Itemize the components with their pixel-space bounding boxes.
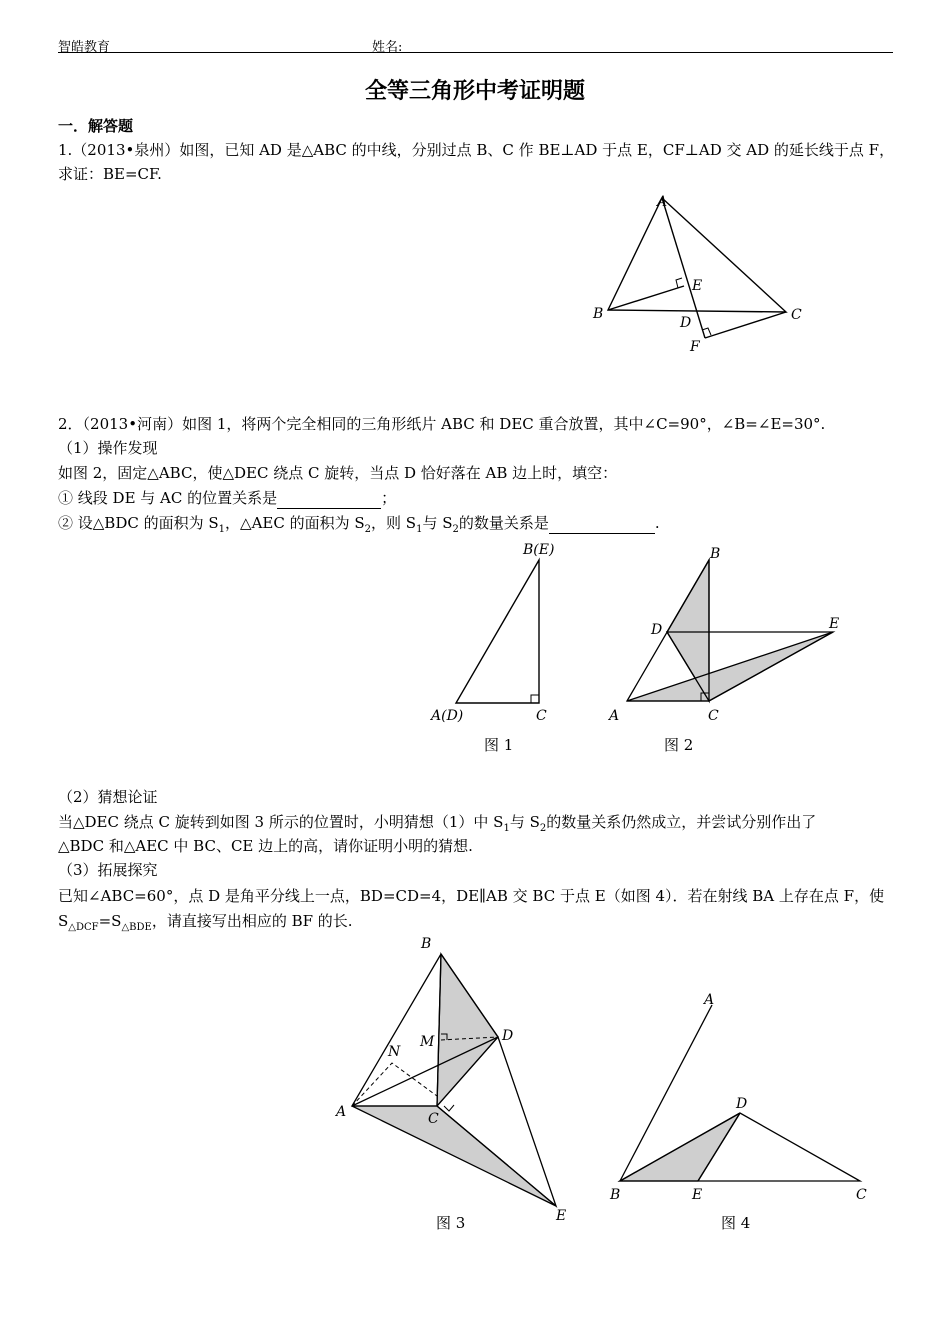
q2-part3-l2-b: =S xyxy=(98,912,122,930)
fig2-label-c: C xyxy=(708,708,719,724)
fig4-label-c: C xyxy=(856,1187,867,1203)
section-heading: 一．解答题 xyxy=(58,117,134,135)
figure-2-caption: 图 2 xyxy=(664,736,694,754)
sub-2: 2 xyxy=(364,524,372,535)
fig2-label-e: E xyxy=(829,616,840,632)
q1-label-e: E xyxy=(692,278,703,294)
fig1-triangle xyxy=(456,560,539,703)
q2-part2-l1-b: 与 S xyxy=(509,813,540,831)
figure-3-caption: 图 3 xyxy=(436,1214,466,1232)
answer-blank-2[interactable] xyxy=(549,513,655,534)
fig4-label-d: D xyxy=(736,1096,748,1112)
q2-item2-d: 与 S xyxy=(422,514,453,532)
fig1-label-b: B(E) xyxy=(523,542,555,558)
fig3-label-a: A xyxy=(336,1104,347,1120)
sub-bde: △BDE xyxy=(121,922,152,933)
q2-part2-title: （2）猜想论证 xyxy=(58,788,158,806)
school-name: 智皓教育 xyxy=(58,40,111,55)
fig3-label-e: E xyxy=(556,1208,567,1222)
q2-part2-line1 xyxy=(58,812,816,839)
q2-part3-line1: 已知∠ABC=60°，点 D 是角平分线上一点，BD=CD=4，DE∥AB 交 BC 于点 E（如图 4）．若在射线 BA 上存在点 F，使 xyxy=(58,887,885,905)
q2-item2-b: ，△AEC 的面积为 S xyxy=(225,514,365,532)
fig3-right-angle-c xyxy=(444,1105,454,1111)
fig4-label-b: B xyxy=(610,1187,621,1203)
sub-1: 1 xyxy=(218,524,226,535)
q2-part3-l2-a: S xyxy=(58,912,69,930)
q2-line1: 2．（2013•河南）如图 1，将两个完全相同的三角形纸片 ABC 和 DEC 重合放置，其中∠C=90°，∠B=∠E=30°. xyxy=(58,415,826,433)
q1-label-c: C xyxy=(791,307,802,323)
figure-1-caption: 图 1 xyxy=(484,736,514,754)
name-label: 姓名: xyxy=(372,40,403,55)
sub-2: 2 xyxy=(539,823,547,834)
q2-part2-l1-a: 当△DEC 绕点 C 旋转到如图 3 所示的位置时，小明猜想（1）中 S xyxy=(58,813,504,831)
q1-line-cf xyxy=(705,312,786,338)
fig3-label-d: D xyxy=(502,1028,514,1044)
fig1-right-angle xyxy=(531,695,539,703)
figure-1 xyxy=(428,538,568,728)
fig2-label-b: B xyxy=(710,546,721,562)
q1-label-b: B xyxy=(593,306,604,322)
q2-item1 xyxy=(58,488,396,509)
header-rule xyxy=(58,52,893,53)
fig4-label-a: A xyxy=(704,992,715,1008)
q1-line-be xyxy=(608,286,684,310)
fig1-label-c: C xyxy=(536,708,547,724)
q2-item2-e: 的数量关系是 xyxy=(458,514,549,532)
figure-3 xyxy=(330,930,580,1222)
fig3-label-b: B xyxy=(421,936,432,952)
fig2-label-d: D xyxy=(651,622,663,638)
fig2-shaded-aec xyxy=(627,632,833,701)
sub-1: 1 xyxy=(416,524,423,535)
q2-item2-c: ，则 S xyxy=(371,514,417,532)
fig3-label-m: M xyxy=(420,1034,435,1050)
q2-part1-text: 如图 2，固定△ABC，使△DEC 绕点 C 旋转，当点 D 恰好落在 AB 边上时，填空： xyxy=(58,464,618,482)
q1-label-a: A xyxy=(657,194,668,210)
q1-label-d: D xyxy=(680,315,692,331)
q2-part3-line2 xyxy=(58,911,353,938)
fig3-shaded-bdc xyxy=(437,954,498,1106)
page-title: 全等三角形中考证明题 xyxy=(364,79,585,104)
q2-item2-a: ② 设△BDC 的面积为 S xyxy=(58,514,219,532)
q1-figure xyxy=(580,188,810,363)
fig1-label-a: A(D) xyxy=(431,708,464,724)
q1-line1: 1.（2013•泉州）如图，已知 AD 是△ABC 的中线，分别过点 B、C 作 BE⊥AD 于点 E，CF⊥AD 交 AD 的延长线于点 F， xyxy=(58,141,895,159)
fig4-label-e: E xyxy=(692,1187,703,1203)
q2-item2-end: . xyxy=(654,514,660,532)
answer-blank-1[interactable] xyxy=(277,488,381,509)
q2-part3-l2-c: ，请直接写出相应的 BF 的长. xyxy=(151,912,353,930)
q2-item1-end: ； xyxy=(381,489,397,507)
q2-part2-l1-c: 的数量关系仍然成立，并尝试分别作出了 xyxy=(546,813,817,831)
fig3-label-n: N xyxy=(388,1044,401,1060)
fig2-label-a: A xyxy=(609,708,620,724)
q2-item2 xyxy=(58,513,660,540)
q2-item1-text: ① 线段 DE 与 AC 的位置关系是 xyxy=(58,489,278,507)
fig3-triangle-abc xyxy=(352,954,441,1106)
q2-part3-title: （3）拓展探究 xyxy=(58,861,158,879)
figure-4-caption: 图 4 xyxy=(721,1214,751,1232)
q2-part2-line2: △BDC 和△AEC 中 BC、CE 边上的高，请你证明小明的猜想. xyxy=(58,837,473,855)
sub-1: 1 xyxy=(503,823,510,834)
q1-label-f: F xyxy=(690,339,700,355)
q2-part1-title: （1）操作发现 xyxy=(58,439,158,457)
q1-triangle-abc xyxy=(608,198,786,312)
fig3-label-c: C xyxy=(428,1111,439,1127)
sub-dcf: △DCF xyxy=(68,922,99,933)
sub-2: 2 xyxy=(452,524,459,535)
figure-2 xyxy=(605,538,855,728)
figure-4 xyxy=(602,990,882,1210)
q1-line2: 求证：BE=CF. xyxy=(58,165,162,183)
